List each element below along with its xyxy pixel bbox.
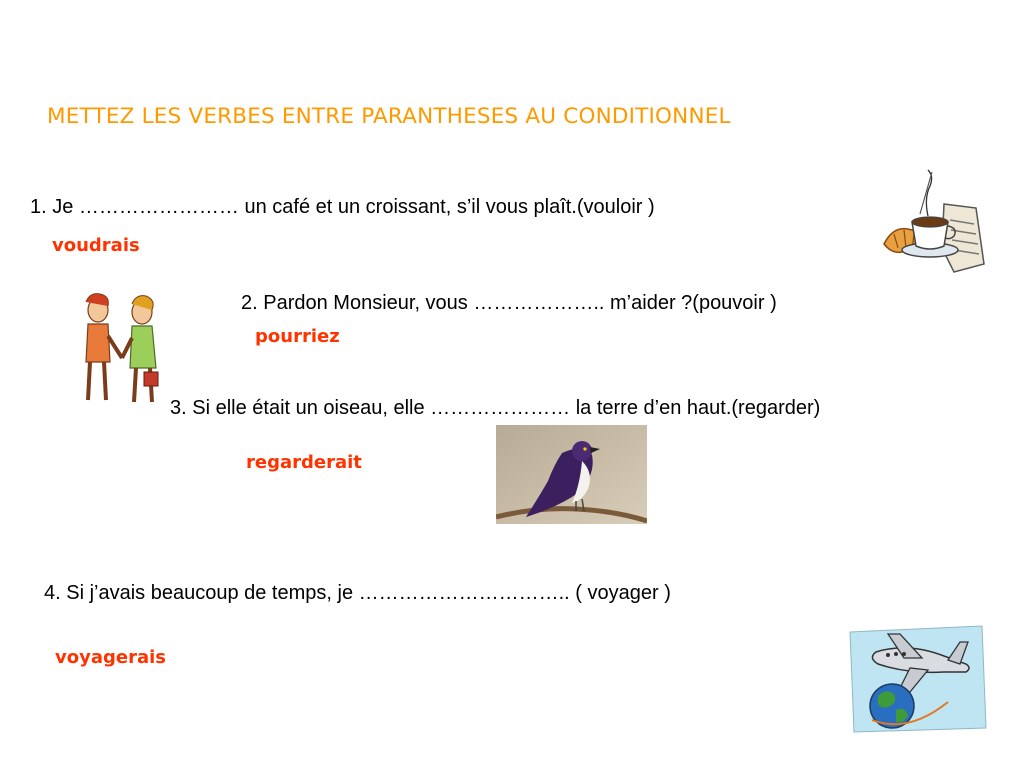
coffee-croissant-icon xyxy=(872,168,990,280)
airplane-globe-icon xyxy=(848,624,988,734)
exercise-2-sentence: 2. Pardon Monsieur, vous ……………….. m’aider ?(pouvoir ) xyxy=(241,292,777,314)
exercise-1-answer: voudrais xyxy=(52,235,140,256)
exercise-4-sentence: 4. Si j’avais beaucoup de temps, je ………………………….. ( voyager ) xyxy=(44,582,671,604)
bird-photo xyxy=(496,425,647,524)
exercise-1-sentence: 1. Je …………………… un café et un croissant, s’il vous plaît.(vouloir ) xyxy=(30,196,655,218)
page-title: METTEZ LES VERBES ENTRE PARANTHESES AU CONDITIONNEL xyxy=(47,104,731,129)
exercise-4-answer: voyagerais xyxy=(55,647,166,668)
exercise-3-answer: regarderait xyxy=(246,452,362,473)
exercise-3-sentence: 3. Si elle était un oiseau, elle ………………… la terre d’en haut.(regarder) xyxy=(170,397,821,419)
exercise-2-answer: pourriez xyxy=(255,326,340,347)
handshake-people-icon xyxy=(76,292,166,408)
